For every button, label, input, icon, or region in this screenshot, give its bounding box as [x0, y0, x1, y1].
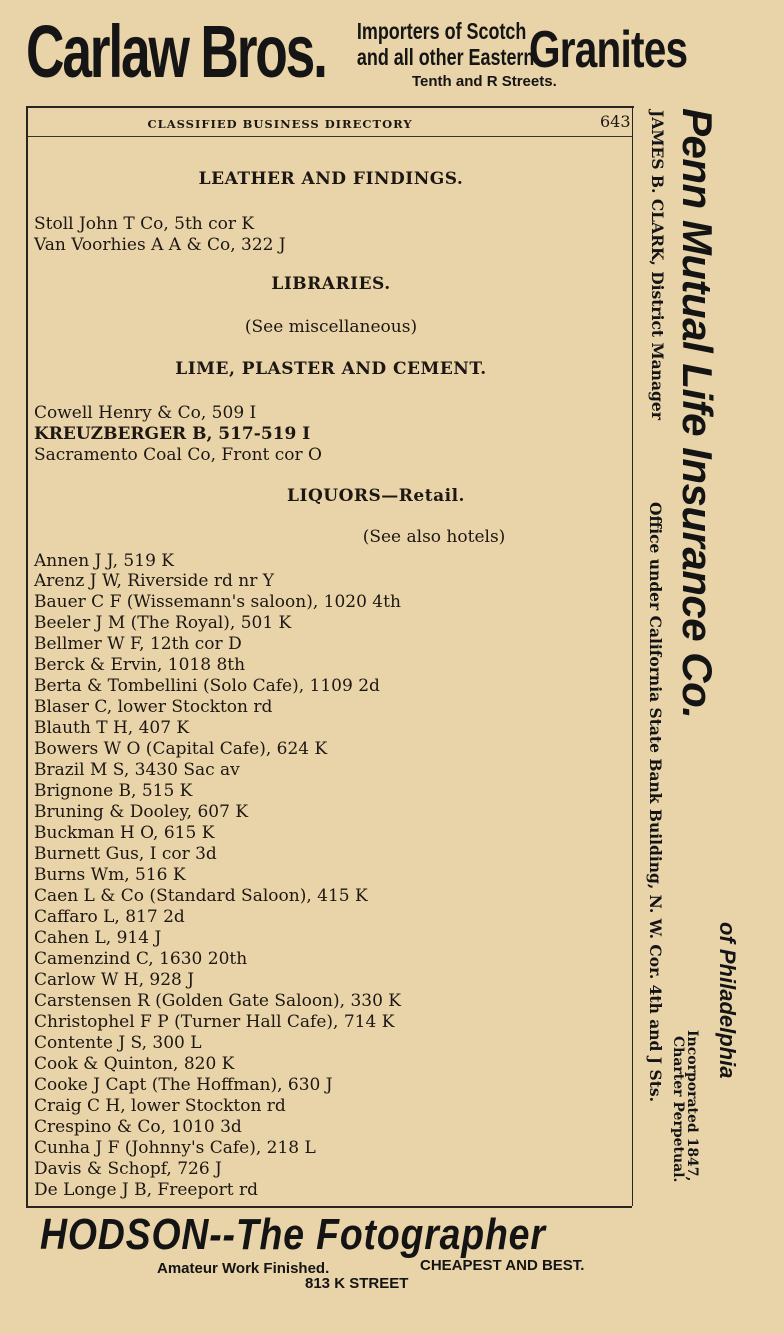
list-item: Stoll John T Co, 5th cor K	[34, 214, 255, 234]
list-item: Berck & Ervin, 1018 8th	[34, 655, 246, 675]
list-item: Burns Wm, 516 K	[34, 865, 186, 885]
list-item: Berta & Tombellini (Solo Cafe), 1109 2d	[34, 676, 380, 696]
top-advertisement	[0, 0, 784, 104]
section-heading-leather: LEATHER AND FINDINGS.	[198, 169, 464, 189]
page-number: 643	[600, 112, 631, 131]
list-item: Burnett Gus, I cor 3d	[34, 844, 217, 864]
list-item: Bauer C F (Wissemann's saloon), 1020 4th	[34, 592, 401, 612]
list-item: Caen L & Co (Standard Saloon), 415 K	[34, 886, 368, 906]
incorporated-text: Incorporated 1847,	[684, 1030, 700, 1182]
list-item: Carstensen R (Golden Gate Saloon), 330 K	[34, 991, 401, 1011]
granites-text: Granites	[529, 21, 688, 79]
list-item: Arenz J W, Riverside rd nr Y	[34, 571, 274, 591]
hodson-amateur: Amateur Work Finished.	[157, 1260, 330, 1277]
hodson-headline: HODSON--The Fotographer	[40, 1210, 546, 1259]
list-item: KREUZBERGER B, 517-519 I	[34, 424, 311, 444]
office-address: Office under California State Bank Building, N. W. Cor. 4th and J Sts.	[646, 502, 665, 1102]
list-item: Bowers W O (Capital Cafe), 624 K	[34, 739, 328, 759]
hodson-cheapest: CHEAPEST AND BEST.	[420, 1257, 585, 1274]
carlaw-bros-name: Carlaw Bros.	[26, 10, 326, 93]
list-item: Sacramento Coal Co, Front cor O	[34, 445, 322, 465]
list-item: Beeler J M (The Royal), 501 K	[34, 613, 292, 633]
importers-line-1: Importers of Scotch	[356, 18, 527, 44]
section-heading-liquors: LIQUORS—Retail.	[287, 486, 465, 506]
list-item: Buckman H O, 615 K	[34, 823, 215, 843]
list-item: Craig C H, lower Stockton rd	[34, 1096, 286, 1116]
list-item: Crespino & Co, 1010 3d	[34, 1117, 242, 1137]
list-item: Davis & Schopf, 726 J	[34, 1159, 222, 1179]
importers-line-2: and all other Eastern	[356, 44, 535, 70]
importers-text	[356, 18, 535, 70]
list-item: Bruning & Dooley, 607 K	[34, 802, 249, 822]
list-item: Carlow W H, 928 J	[34, 970, 195, 990]
charter-text: Charter Perpetual.	[670, 1036, 686, 1183]
frame-right-rule	[632, 106, 633, 1206]
list-item: Cook & Quinton, 820 K	[34, 1054, 235, 1074]
penn-mutual-name: Penn Mutual Life Insurance Co.	[674, 108, 721, 719]
carlaw-address: Tenth and R Streets.	[412, 73, 557, 90]
list-item: Brignone B, 515 K	[34, 781, 193, 801]
frame-bottom-rule	[26, 1206, 632, 1208]
list-item: Christophel F P (Turner Hall Cafe), 714 K	[34, 1012, 395, 1032]
district-manager: JAMES B. CLARK, District Manager	[648, 110, 667, 420]
list-item: Bellmer W F, 12th cor D	[34, 634, 242, 654]
list-item: Cooke J Capt (The Hoffman), 630 J	[34, 1075, 333, 1095]
section-note-liquors: (See also hotels)	[362, 527, 506, 547]
list-item: Cunha J F (Johnny's Cafe), 218 L	[34, 1138, 316, 1158]
list-item: Camenzind C, 1630 20th	[34, 949, 248, 969]
list-item: Caffaro L, 817 2d	[34, 907, 185, 927]
list-item: Blauth T H, 407 K	[34, 718, 190, 738]
list-item: Brazil M S, 3430 Sac av	[34, 760, 240, 780]
hodson-address: 813 K STREET	[305, 1275, 409, 1292]
penn-mutual-city: of Philadelphia	[715, 922, 740, 1079]
list-item: Van Voorhies A A & Co, 322 J	[34, 235, 286, 255]
section-heading-libraries: LIBRARIES.	[271, 274, 391, 294]
list-item: Contente J S, 300 L	[34, 1033, 202, 1053]
header-rule	[28, 136, 632, 137]
list-item: Cahen L, 914 J	[34, 928, 162, 948]
list-item: Cowell Henry & Co, 509 I	[34, 403, 257, 423]
list-item: De Longe J B, Freeport rd	[34, 1180, 258, 1200]
section-heading-lime: LIME, PLASTER AND CEMENT.	[175, 359, 487, 379]
list-item: Blaser C, lower Stockton rd	[34, 697, 273, 717]
section-note-libraries: (See miscellaneous)	[244, 317, 418, 337]
running-head: CLASSIFIED BUSINESS DIRECTORY	[147, 117, 413, 131]
list-item: Annen J J, 519 K	[34, 551, 174, 571]
